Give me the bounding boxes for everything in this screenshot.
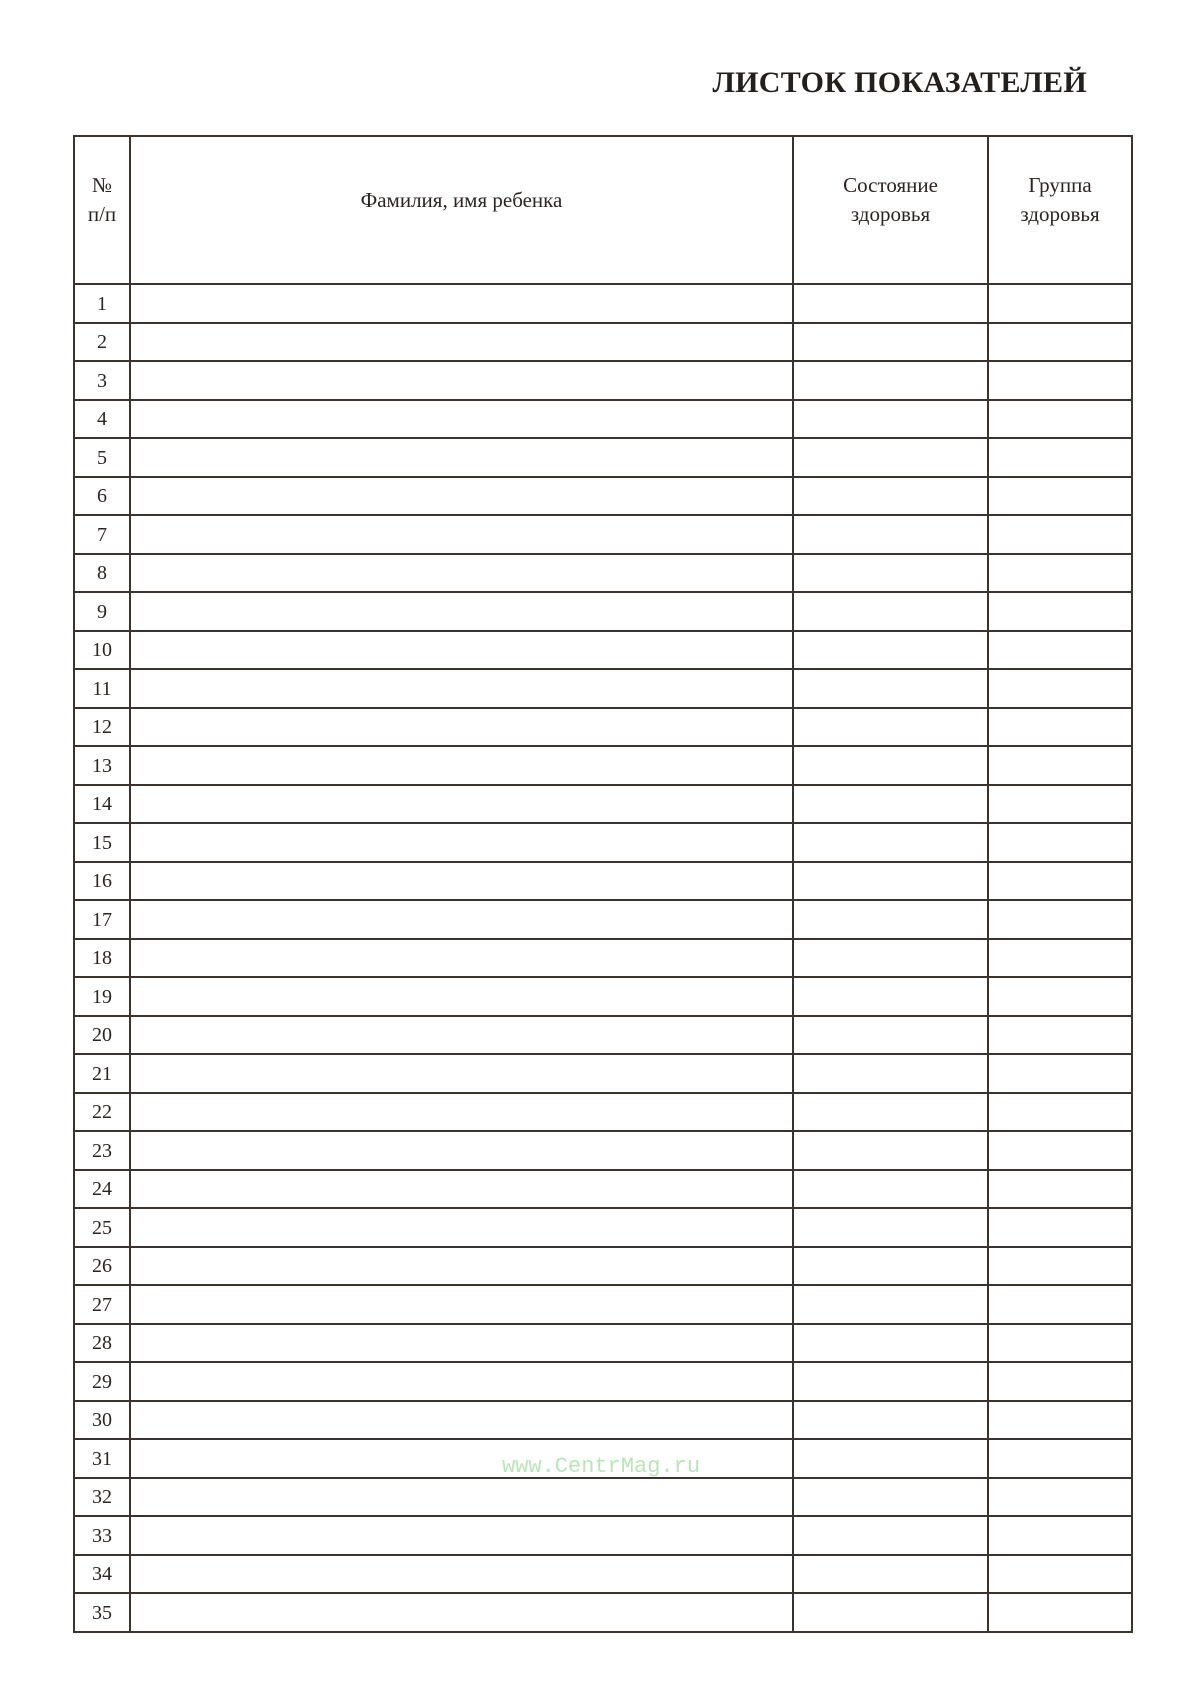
health-state-cell[interactable]	[793, 977, 988, 1016]
row-number-cell: 13	[74, 746, 130, 785]
health-group-cell[interactable]	[988, 939, 1132, 978]
health-group-cell[interactable]	[988, 554, 1132, 593]
child-name-cell[interactable]	[130, 400, 793, 439]
child-name-cell[interactable]	[130, 1208, 793, 1247]
table-row	[74, 477, 1132, 516]
health-state-cell[interactable]	[793, 785, 988, 824]
table-row	[74, 1516, 1132, 1555]
child-name-cell[interactable]	[130, 323, 793, 362]
row-number-cell: 17	[74, 900, 130, 939]
health-group-cell[interactable]	[988, 361, 1132, 400]
child-name-cell[interactable]	[130, 1555, 793, 1594]
health-state-cell[interactable]	[793, 1516, 988, 1555]
table-row	[74, 1247, 1132, 1286]
child-name-cell[interactable]	[130, 1401, 793, 1440]
row-number-cell: 14	[74, 785, 130, 824]
child-name-cell[interactable]	[130, 1324, 793, 1363]
health-group-cell[interactable]	[988, 1131, 1132, 1170]
health-state-cell[interactable]	[793, 554, 988, 593]
child-name-cell[interactable]	[130, 1478, 793, 1517]
table-row	[74, 323, 1132, 362]
table-row	[74, 1555, 1132, 1594]
row-number-cell: 18	[74, 939, 130, 978]
row-number-cell: 1	[74, 284, 130, 323]
table-row	[74, 1093, 1132, 1132]
header-cell-health-state	[793, 136, 988, 284]
header-health-group-label: Группа здоровья	[1020, 173, 1100, 226]
child-name-cell[interactable]	[130, 746, 793, 785]
child-name-cell[interactable]	[130, 823, 793, 862]
health-group-cell[interactable]	[988, 669, 1132, 708]
row-number-cell: 2	[74, 323, 130, 362]
table-row	[74, 1362, 1132, 1401]
table-row	[74, 1131, 1132, 1170]
health-group-cell[interactable]	[988, 862, 1132, 901]
child-name-cell[interactable]	[130, 785, 793, 824]
health-state-cell[interactable]	[793, 1401, 988, 1440]
health-state-cell[interactable]	[793, 1324, 988, 1363]
health-group-cell[interactable]	[988, 1362, 1132, 1401]
child-name-cell[interactable]	[130, 939, 793, 978]
header-number-label: № п/п	[87, 173, 117, 226]
health-state-cell[interactable]	[793, 1208, 988, 1247]
table-row	[74, 1016, 1132, 1055]
row-number-cell: 5	[74, 438, 130, 477]
watermark: www.CentrMag.ru	[502, 1454, 701, 1479]
table-row	[74, 746, 1132, 785]
health-group-cell[interactable]	[988, 1516, 1132, 1555]
health-state-cell[interactable]	[793, 592, 988, 631]
row-number-cell: 9	[74, 592, 130, 631]
child-name-cell[interactable]	[130, 1362, 793, 1401]
row-number-cell: 31	[74, 1439, 130, 1478]
row-number-cell: 35	[74, 1593, 130, 1632]
child-name-cell[interactable]	[130, 1016, 793, 1055]
table-row	[74, 1593, 1132, 1632]
table-row	[74, 1208, 1132, 1247]
health-state-cell[interactable]	[793, 323, 988, 362]
table-row	[74, 785, 1132, 824]
health-state-cell[interactable]	[793, 1439, 988, 1478]
table-row	[74, 1439, 1132, 1478]
table-row	[74, 592, 1132, 631]
child-name-cell[interactable]	[130, 284, 793, 323]
health-state-cell[interactable]	[793, 1016, 988, 1055]
health-indicators-table	[73, 135, 1133, 1633]
table-row	[74, 823, 1132, 862]
table-row	[74, 515, 1132, 554]
table-row	[74, 708, 1132, 747]
health-state-cell[interactable]	[793, 1362, 988, 1401]
header-row	[74, 136, 1132, 284]
row-number-cell: 30	[74, 1401, 130, 1440]
health-state-cell[interactable]	[793, 1247, 988, 1286]
health-group-cell[interactable]	[988, 631, 1132, 670]
child-name-cell[interactable]	[130, 1131, 793, 1170]
health-state-cell[interactable]	[793, 477, 988, 516]
table-header	[74, 136, 1132, 284]
row-number-cell: 12	[74, 708, 130, 747]
row-number-cell: 25	[74, 1208, 130, 1247]
row-number-cell: 23	[74, 1131, 130, 1170]
health-group-cell[interactable]	[988, 400, 1132, 439]
table-row	[74, 554, 1132, 593]
health-state-cell[interactable]	[793, 361, 988, 400]
table-row	[74, 900, 1132, 939]
page-title: ЛИСТОК ПОКАЗАТЕЛЕЙ	[712, 66, 1087, 99]
table-body	[74, 284, 1132, 1632]
health-state-cell[interactable]	[793, 1131, 988, 1170]
row-number-cell: 22	[74, 1093, 130, 1132]
table-row	[74, 1324, 1132, 1363]
row-number-cell: 7	[74, 515, 130, 554]
health-state-cell[interactable]	[793, 284, 988, 323]
child-name-cell[interactable]	[130, 1516, 793, 1555]
health-state-cell[interactable]	[793, 939, 988, 978]
health-group-cell[interactable]	[988, 1324, 1132, 1363]
row-number-cell: 28	[74, 1324, 130, 1363]
row-number-cell: 3	[74, 361, 130, 400]
row-number-cell: 6	[74, 477, 130, 516]
child-name-cell[interactable]	[130, 1093, 793, 1132]
child-name-cell[interactable]	[130, 554, 793, 593]
row-number-cell: 8	[74, 554, 130, 593]
row-number-cell: 20	[74, 1016, 130, 1055]
health-group-cell[interactable]	[988, 1478, 1132, 1517]
health-state-cell[interactable]	[793, 746, 988, 785]
health-state-cell[interactable]	[793, 1593, 988, 1632]
health-group-cell[interactable]	[988, 438, 1132, 477]
health-state-cell[interactable]	[793, 400, 988, 439]
table-row	[74, 1170, 1132, 1209]
row-number-cell: 32	[74, 1478, 130, 1517]
row-number-cell: 19	[74, 977, 130, 1016]
health-group-cell[interactable]	[988, 477, 1132, 516]
child-name-cell[interactable]	[130, 361, 793, 400]
health-state-cell[interactable]	[793, 1285, 988, 1324]
header-cell-health-group	[988, 136, 1132, 284]
child-name-cell[interactable]	[130, 669, 793, 708]
health-group-cell[interactable]	[988, 515, 1132, 554]
health-state-cell[interactable]	[793, 515, 988, 554]
health-group-cell[interactable]	[988, 1285, 1132, 1324]
health-state-cell[interactable]	[793, 1478, 988, 1517]
table-row	[74, 1478, 1132, 1517]
child-name-cell[interactable]	[130, 592, 793, 631]
child-name-cell[interactable]	[130, 708, 793, 747]
health-group-cell[interactable]	[988, 708, 1132, 747]
table-row	[74, 977, 1132, 1016]
child-name-cell[interactable]	[130, 1439, 793, 1478]
health-state-cell[interactable]	[793, 1093, 988, 1132]
row-number-cell: 29	[74, 1362, 130, 1401]
health-state-cell[interactable]	[793, 1054, 988, 1093]
row-number-cell: 4	[74, 400, 130, 439]
row-number-cell: 34	[74, 1555, 130, 1594]
health-group-cell[interactable]	[988, 900, 1132, 939]
health-state-cell[interactable]	[793, 823, 988, 862]
health-state-cell[interactable]	[793, 862, 988, 901]
table-row	[74, 1401, 1132, 1440]
row-number-cell: 27	[74, 1285, 130, 1324]
child-name-cell[interactable]	[130, 1054, 793, 1093]
table-row	[74, 631, 1132, 670]
health-group-cell[interactable]	[988, 1170, 1132, 1209]
health-state-cell[interactable]	[793, 1170, 988, 1209]
health-group-cell[interactable]	[988, 1208, 1132, 1247]
table-row	[74, 400, 1132, 439]
child-name-cell[interactable]	[130, 631, 793, 670]
table-row	[74, 862, 1132, 901]
row-number-cell: 26	[74, 1247, 130, 1286]
child-name-cell[interactable]	[130, 1593, 793, 1632]
child-name-cell[interactable]	[130, 977, 793, 1016]
health-state-cell[interactable]	[793, 631, 988, 670]
health-group-cell[interactable]	[988, 1439, 1132, 1478]
health-group-cell[interactable]	[988, 785, 1132, 824]
row-number-cell: 24	[74, 1170, 130, 1209]
table-row	[74, 1054, 1132, 1093]
child-name-cell[interactable]	[130, 1247, 793, 1286]
health-group-cell[interactable]	[988, 1555, 1132, 1594]
child-name-cell[interactable]	[130, 1170, 793, 1209]
child-name-cell[interactable]	[130, 862, 793, 901]
header-name-label: Фамилия, имя ребенка	[360, 187, 563, 212]
health-group-cell[interactable]	[988, 823, 1132, 862]
table-row	[74, 438, 1132, 477]
row-number-cell: 11	[74, 669, 130, 708]
health-group-cell[interactable]	[988, 1593, 1132, 1632]
child-name-cell[interactable]	[130, 438, 793, 477]
health-group-cell[interactable]	[988, 1401, 1132, 1440]
health-group-cell[interactable]	[988, 592, 1132, 631]
health-state-cell[interactable]	[793, 900, 988, 939]
health-group-cell[interactable]	[988, 323, 1132, 362]
child-name-cell[interactable]	[130, 477, 793, 516]
child-name-cell[interactable]	[130, 1285, 793, 1324]
health-group-cell[interactable]	[988, 746, 1132, 785]
health-state-cell[interactable]	[793, 438, 988, 477]
health-group-cell[interactable]	[988, 1093, 1132, 1132]
child-name-cell[interactable]	[130, 515, 793, 554]
row-number-cell: 21	[74, 1054, 130, 1093]
header-cell-name	[130, 136, 793, 284]
health-group-cell[interactable]	[988, 1016, 1132, 1055]
row-number-cell: 15	[74, 823, 130, 862]
table-row	[74, 1285, 1132, 1324]
health-state-cell[interactable]	[793, 708, 988, 747]
health-group-cell[interactable]	[988, 1247, 1132, 1286]
row-number-cell: 16	[74, 862, 130, 901]
table-row	[74, 669, 1132, 708]
health-state-cell[interactable]	[793, 669, 988, 708]
health-group-cell[interactable]	[988, 977, 1132, 1016]
table-row	[74, 361, 1132, 400]
child-name-cell[interactable]	[130, 900, 793, 939]
header-health-state-label: Состояние здоровья	[843, 173, 938, 226]
header-cell-number	[74, 136, 130, 284]
row-number-cell: 33	[74, 1516, 130, 1555]
table-row	[74, 284, 1132, 323]
table-row	[74, 939, 1132, 978]
health-group-cell[interactable]	[988, 284, 1132, 323]
row-number-cell: 10	[74, 631, 130, 670]
health-state-cell[interactable]	[793, 1555, 988, 1594]
health-group-cell[interactable]	[988, 1054, 1132, 1093]
